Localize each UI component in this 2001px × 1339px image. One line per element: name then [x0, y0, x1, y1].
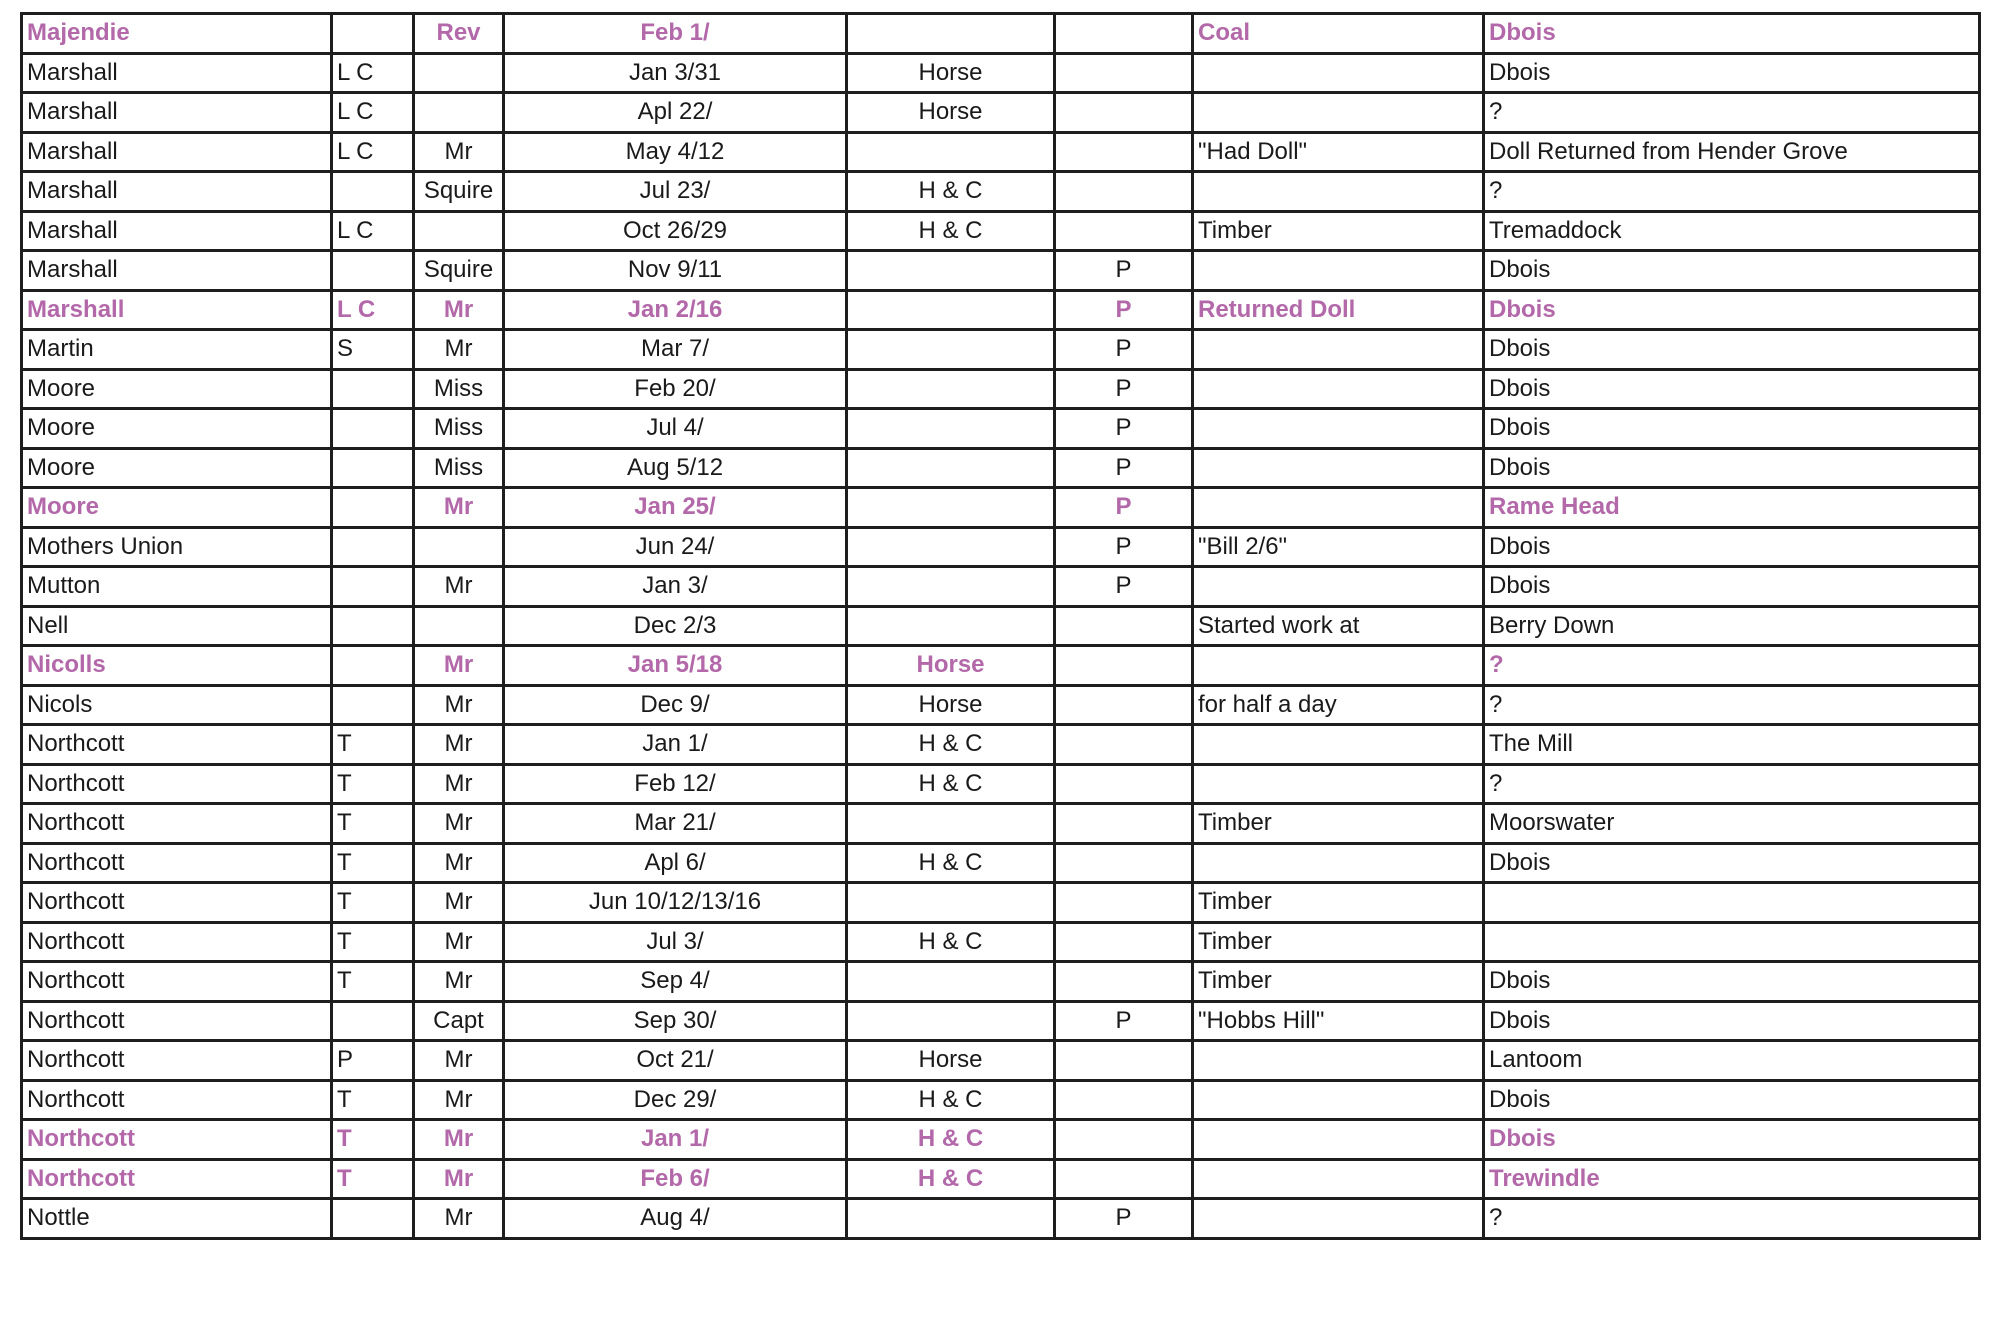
cell-place: Dbois	[1484, 14, 1980, 54]
cell-dates: Sep 30/	[504, 1001, 847, 1041]
cell-initials	[332, 527, 414, 567]
cell-transport	[847, 488, 1055, 528]
cell-initials	[332, 172, 414, 212]
cell-paid	[1055, 14, 1193, 54]
table-row	[22, 290, 1980, 330]
cell-name: Northcott	[22, 1080, 332, 1120]
cell-place: Dbois	[1484, 843, 1980, 883]
cell-transport	[847, 290, 1055, 330]
table-row	[22, 606, 1980, 646]
cell-initials	[332, 448, 414, 488]
cell-initials	[332, 606, 414, 646]
cell-place	[1484, 883, 1980, 923]
cell-initials: T	[332, 1080, 414, 1120]
cell-dates: Dec 9/	[504, 685, 847, 725]
cell-dates: Jan 1/	[504, 725, 847, 765]
cell-name: Northcott	[22, 804, 332, 844]
cell-transport	[847, 962, 1055, 1002]
cell-paid	[1055, 1041, 1193, 1081]
cell-dates: Jan 25/	[504, 488, 847, 528]
cell-initials	[332, 14, 414, 54]
cell-name: Northcott	[22, 962, 332, 1002]
cell-note: for half a day	[1193, 685, 1484, 725]
ledger-table	[20, 12, 1981, 1240]
cell-title: Mr	[414, 804, 504, 844]
cell-paid: P	[1055, 567, 1193, 607]
table-row	[22, 1120, 1980, 1160]
cell-initials	[332, 567, 414, 607]
cell-place: Dbois	[1484, 962, 1980, 1002]
cell-name: Northcott	[22, 1120, 332, 1160]
cell-note	[1193, 93, 1484, 133]
cell-title: Mr	[414, 1120, 504, 1160]
cell-note: Coal	[1193, 14, 1484, 54]
cell-name: Northcott	[22, 764, 332, 804]
cell-dates: Mar 21/	[504, 804, 847, 844]
cell-note	[1193, 843, 1484, 883]
cell-title: Mr	[414, 843, 504, 883]
cell-note: Timber	[1193, 804, 1484, 844]
cell-title: Mr	[414, 132, 504, 172]
cell-dates: Aug 5/12	[504, 448, 847, 488]
cell-dates: Feb 6/	[504, 1159, 847, 1199]
cell-place: Dbois	[1484, 369, 1980, 409]
cell-initials	[332, 1199, 414, 1239]
cell-paid	[1055, 1159, 1193, 1199]
cell-name: Marshall	[22, 93, 332, 133]
cell-transport	[847, 1001, 1055, 1041]
cell-initials: L C	[332, 93, 414, 133]
cell-place: Dbois	[1484, 53, 1980, 93]
cell-note	[1193, 1120, 1484, 1160]
table-row	[22, 1001, 1980, 1041]
cell-note: "Had Doll"	[1193, 132, 1484, 172]
cell-dates: Jul 3/	[504, 922, 847, 962]
cell-transport	[847, 804, 1055, 844]
cell-place: Lantoom	[1484, 1041, 1980, 1081]
cell-name: Mutton	[22, 567, 332, 607]
cell-note	[1193, 646, 1484, 686]
cell-place: ?	[1484, 1199, 1980, 1239]
table-row	[22, 567, 1980, 607]
table-row	[22, 53, 1980, 93]
cell-transport	[847, 606, 1055, 646]
cell-transport: H & C	[847, 1080, 1055, 1120]
cell-paid: P	[1055, 251, 1193, 291]
cell-transport: H & C	[847, 922, 1055, 962]
cell-name: Marshall	[22, 211, 332, 251]
cell-initials	[332, 369, 414, 409]
cell-name: Nottle	[22, 1199, 332, 1239]
cell-note	[1193, 172, 1484, 212]
cell-dates: Feb 20/	[504, 369, 847, 409]
cell-place: Dbois	[1484, 448, 1980, 488]
cell-name: Marshall	[22, 251, 332, 291]
cell-dates: Feb 12/	[504, 764, 847, 804]
cell-title: Mr	[414, 1041, 504, 1081]
cell-paid	[1055, 1080, 1193, 1120]
cell-note	[1193, 488, 1484, 528]
cell-transport: H & C	[847, 764, 1055, 804]
cell-initials: L C	[332, 132, 414, 172]
cell-name: Northcott	[22, 1041, 332, 1081]
cell-place: Dbois	[1484, 1001, 1980, 1041]
cell-initials: T	[332, 922, 414, 962]
cell-initials	[332, 409, 414, 449]
cell-paid	[1055, 804, 1193, 844]
cell-note	[1193, 330, 1484, 370]
cell-note: Timber	[1193, 922, 1484, 962]
cell-name: Majendie	[22, 14, 332, 54]
cell-note	[1193, 448, 1484, 488]
cell-initials: T	[332, 962, 414, 1002]
cell-dates: Aug 4/	[504, 1199, 847, 1239]
cell-transport	[847, 369, 1055, 409]
cell-title: Mr	[414, 725, 504, 765]
cell-transport	[847, 527, 1055, 567]
cell-dates: Apl 22/	[504, 93, 847, 133]
cell-title: Squire	[414, 172, 504, 212]
cell-place: Dbois	[1484, 330, 1980, 370]
cell-transport: H & C	[847, 1159, 1055, 1199]
table-row	[22, 93, 1980, 133]
cell-name: Nicolls	[22, 646, 332, 686]
cell-place: Moorswater	[1484, 804, 1980, 844]
table-row	[22, 132, 1980, 172]
cell-name: Martin	[22, 330, 332, 370]
cell-dates: Mar 7/	[504, 330, 847, 370]
cell-title: Mr	[414, 685, 504, 725]
cell-dates: May 4/12	[504, 132, 847, 172]
cell-paid	[1055, 132, 1193, 172]
cell-paid	[1055, 883, 1193, 923]
cell-name: Northcott	[22, 725, 332, 765]
ledger-body	[22, 14, 1980, 1239]
cell-place: Berry Down	[1484, 606, 1980, 646]
cell-place: Doll Returned from Hender Grove	[1484, 132, 1980, 172]
table-row	[22, 764, 1980, 804]
cell-dates: Jan 5/18	[504, 646, 847, 686]
cell-dates: Jan 3/	[504, 567, 847, 607]
cell-note: Started work at	[1193, 606, 1484, 646]
cell-title: Rev	[414, 14, 504, 54]
cell-transport: H & C	[847, 843, 1055, 883]
cell-initials: P	[332, 1041, 414, 1081]
cell-initials: T	[332, 843, 414, 883]
cell-initials: T	[332, 764, 414, 804]
cell-transport	[847, 567, 1055, 607]
cell-name: Moore	[22, 448, 332, 488]
cell-note	[1193, 1041, 1484, 1081]
cell-paid: P	[1055, 448, 1193, 488]
cell-note	[1193, 725, 1484, 765]
cell-paid: P	[1055, 488, 1193, 528]
cell-transport: Horse	[847, 646, 1055, 686]
cell-place: Tremaddock	[1484, 211, 1980, 251]
cell-initials	[332, 646, 414, 686]
cell-note	[1193, 409, 1484, 449]
cell-title: Mr	[414, 764, 504, 804]
cell-initials: T	[332, 1120, 414, 1160]
cell-title: Capt	[414, 1001, 504, 1041]
cell-title	[414, 93, 504, 133]
cell-note	[1193, 53, 1484, 93]
cell-paid	[1055, 93, 1193, 133]
cell-transport: Horse	[847, 93, 1055, 133]
cell-dates: Dec 29/	[504, 1080, 847, 1120]
table-row	[22, 211, 1980, 251]
table-row	[22, 646, 1980, 686]
cell-transport	[847, 448, 1055, 488]
cell-initials: L C	[332, 211, 414, 251]
cell-paid: P	[1055, 290, 1193, 330]
cell-title: Miss	[414, 369, 504, 409]
cell-note	[1193, 369, 1484, 409]
cell-dates: Jul 23/	[504, 172, 847, 212]
cell-initials	[332, 488, 414, 528]
cell-dates: Jun 24/	[504, 527, 847, 567]
cell-name: Marshall	[22, 53, 332, 93]
table-row	[22, 883, 1980, 923]
cell-name: Northcott	[22, 1159, 332, 1199]
cell-initials: T	[332, 725, 414, 765]
cell-name: Marshall	[22, 290, 332, 330]
table-row	[22, 488, 1980, 528]
cell-initials: L C	[332, 290, 414, 330]
cell-place: Dbois	[1484, 1120, 1980, 1160]
cell-name: Northcott	[22, 883, 332, 923]
cell-note: "Bill 2/6"	[1193, 527, 1484, 567]
table-row	[22, 1199, 1980, 1239]
table-row	[22, 409, 1980, 449]
cell-title: Mr	[414, 646, 504, 686]
cell-name: Marshall	[22, 172, 332, 212]
cell-transport	[847, 14, 1055, 54]
cell-transport: H & C	[847, 172, 1055, 212]
cell-place: Trewindle	[1484, 1159, 1980, 1199]
cell-transport	[847, 132, 1055, 172]
cell-title: Mr	[414, 883, 504, 923]
cell-initials	[332, 251, 414, 291]
table-row	[22, 369, 1980, 409]
cell-name: Mothers Union	[22, 527, 332, 567]
table-row	[22, 448, 1980, 488]
cell-transport	[847, 409, 1055, 449]
cell-title	[414, 53, 504, 93]
cell-paid	[1055, 764, 1193, 804]
cell-dates: Jan 2/16	[504, 290, 847, 330]
cell-title: Mr	[414, 1080, 504, 1120]
table-row	[22, 527, 1980, 567]
cell-title: Mr	[414, 567, 504, 607]
cell-note	[1193, 1159, 1484, 1199]
cell-paid	[1055, 685, 1193, 725]
cell-title	[414, 211, 504, 251]
cell-paid	[1055, 53, 1193, 93]
cell-title: Miss	[414, 409, 504, 449]
table-row	[22, 843, 1980, 883]
cell-transport	[847, 251, 1055, 291]
cell-initials: T	[332, 883, 414, 923]
cell-title: Mr	[414, 330, 504, 370]
cell-place: ?	[1484, 685, 1980, 725]
cell-place: ?	[1484, 646, 1980, 686]
cell-place	[1484, 922, 1980, 962]
cell-name: Nicols	[22, 685, 332, 725]
cell-dates: Oct 21/	[504, 1041, 847, 1081]
cell-transport: H & C	[847, 725, 1055, 765]
cell-title: Mr	[414, 290, 504, 330]
cell-transport: H & C	[847, 211, 1055, 251]
cell-title: Mr	[414, 1159, 504, 1199]
cell-place: Dbois	[1484, 409, 1980, 449]
table-row	[22, 330, 1980, 370]
table-row	[22, 922, 1980, 962]
cell-paid: P	[1055, 1199, 1193, 1239]
table-row	[22, 962, 1980, 1002]
cell-paid: P	[1055, 369, 1193, 409]
cell-note: Timber	[1193, 211, 1484, 251]
cell-transport	[847, 883, 1055, 923]
cell-paid	[1055, 922, 1193, 962]
cell-paid	[1055, 962, 1193, 1002]
cell-note: Returned Doll	[1193, 290, 1484, 330]
cell-transport: Horse	[847, 53, 1055, 93]
cell-transport: Horse	[847, 1041, 1055, 1081]
cell-title: Mr	[414, 962, 504, 1002]
cell-place: Dbois	[1484, 251, 1980, 291]
cell-paid	[1055, 211, 1193, 251]
cell-name: Marshall	[22, 132, 332, 172]
cell-name: Northcott	[22, 843, 332, 883]
cell-paid	[1055, 646, 1193, 686]
cell-place: ?	[1484, 93, 1980, 133]
cell-paid: P	[1055, 527, 1193, 567]
cell-initials: L C	[332, 53, 414, 93]
table-row	[22, 804, 1980, 844]
table-row	[22, 685, 1980, 725]
cell-dates: Jun 10/12/13/16	[504, 883, 847, 923]
cell-initials	[332, 685, 414, 725]
cell-transport	[847, 1199, 1055, 1239]
cell-dates: Feb 1/	[504, 14, 847, 54]
cell-paid: P	[1055, 1001, 1193, 1041]
cell-note: "Hobbs Hill"	[1193, 1001, 1484, 1041]
cell-place: ?	[1484, 172, 1980, 212]
cell-paid	[1055, 843, 1193, 883]
cell-paid	[1055, 1120, 1193, 1160]
cell-initials: T	[332, 804, 414, 844]
cell-note: Timber	[1193, 883, 1484, 923]
cell-paid	[1055, 725, 1193, 765]
cell-place: Dbois	[1484, 1080, 1980, 1120]
cell-note: Timber	[1193, 962, 1484, 1002]
cell-transport: Horse	[847, 685, 1055, 725]
table-row	[22, 251, 1980, 291]
cell-initials	[332, 1001, 414, 1041]
cell-title	[414, 527, 504, 567]
cell-place: ?	[1484, 764, 1980, 804]
cell-place: The Mill	[1484, 725, 1980, 765]
cell-title: Mr	[414, 488, 504, 528]
cell-dates: Jan 1/	[504, 1120, 847, 1160]
cell-paid	[1055, 606, 1193, 646]
cell-title: Squire	[414, 251, 504, 291]
cell-place: Rame Head	[1484, 488, 1980, 528]
cell-dates: Jan 3/31	[504, 53, 847, 93]
cell-name: Moore	[22, 488, 332, 528]
cell-paid: P	[1055, 330, 1193, 370]
cell-title: Miss	[414, 448, 504, 488]
cell-name: Moore	[22, 369, 332, 409]
table-row	[22, 1159, 1980, 1199]
cell-note	[1193, 567, 1484, 607]
cell-name: Northcott	[22, 1001, 332, 1041]
table-row	[22, 1041, 1980, 1081]
cell-note	[1193, 1080, 1484, 1120]
cell-title: Mr	[414, 922, 504, 962]
cell-initials: S	[332, 330, 414, 370]
cell-dates: Sep 4/	[504, 962, 847, 1002]
table-row	[22, 14, 1980, 54]
cell-dates: Nov 9/11	[504, 251, 847, 291]
cell-note	[1193, 251, 1484, 291]
cell-name: Northcott	[22, 922, 332, 962]
cell-name: Moore	[22, 409, 332, 449]
cell-place: Dbois	[1484, 567, 1980, 607]
cell-dates: Dec 2/3	[504, 606, 847, 646]
cell-place: Dbois	[1484, 527, 1980, 567]
table-row	[22, 1080, 1980, 1120]
cell-dates: Apl 6/	[504, 843, 847, 883]
cell-dates: Oct 26/29	[504, 211, 847, 251]
cell-note	[1193, 1199, 1484, 1239]
cell-title: Mr	[414, 1199, 504, 1239]
cell-paid	[1055, 172, 1193, 212]
cell-name: Nell	[22, 606, 332, 646]
cell-paid: P	[1055, 409, 1193, 449]
cell-place: Dbois	[1484, 290, 1980, 330]
cell-note	[1193, 764, 1484, 804]
cell-transport	[847, 330, 1055, 370]
table-row	[22, 172, 1980, 212]
table-row	[22, 725, 1980, 765]
cell-title	[414, 606, 504, 646]
cell-initials: T	[332, 1159, 414, 1199]
cell-transport: H & C	[847, 1120, 1055, 1160]
cell-dates: Jul 4/	[504, 409, 847, 449]
